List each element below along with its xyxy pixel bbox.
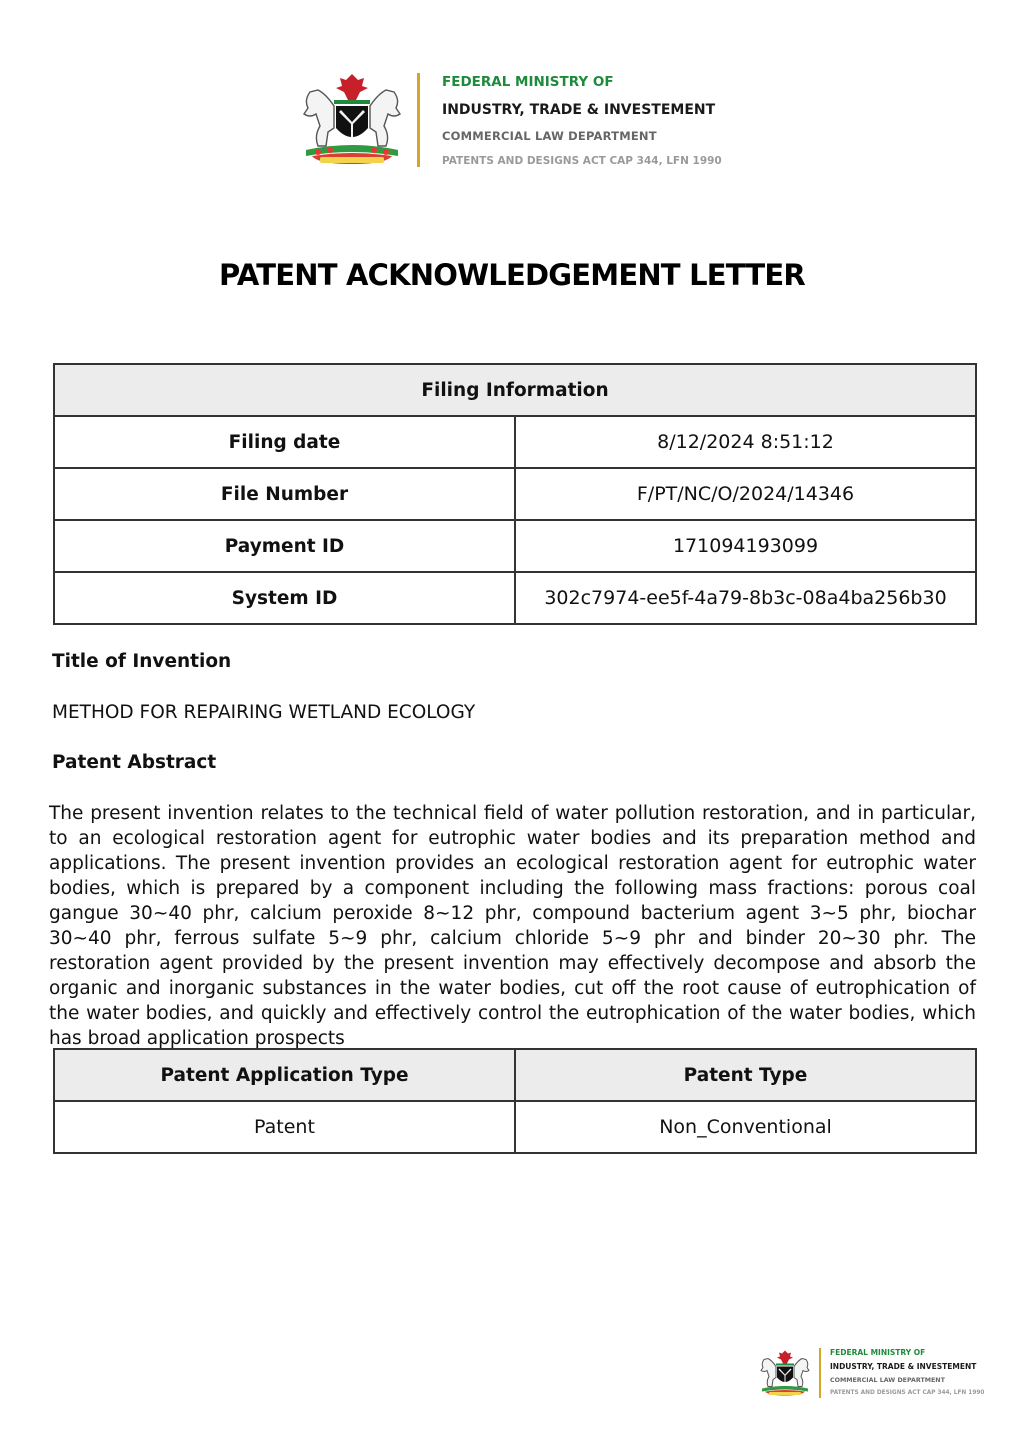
table-row: [54, 1101, 976, 1153]
ministry-name-block: [442, 70, 722, 168]
footer-ministry-line-1: FEDERAL MINISTRY OF: [830, 1348, 926, 1357]
footer-letterhead: [757, 1346, 987, 1402]
patent-type-value: Non_Conventional: [515, 1101, 976, 1153]
letterhead: [296, 70, 756, 170]
patent-abstract-label: Patent Abstract: [52, 752, 217, 773]
payment-id-value: 171094193099: [515, 520, 976, 572]
footer-department-line: COMMERCIAL LAW DEPARTMENT: [830, 1377, 945, 1384]
footer-ministry-line-2: INDUSTRY, TRADE & INVESTEMENT: [830, 1362, 977, 1371]
footer-act-line: PATENTS AND DESIGNS ACT CAP 344, LFN 1990: [830, 1390, 985, 1396]
ministry-line-1: FEDERAL MINISTRY OF: [442, 74, 614, 90]
patent-type-header: Patent Type: [515, 1049, 976, 1101]
filing-date-label: Filing date: [54, 416, 515, 468]
patent-type-table: [53, 1048, 977, 1154]
coat-of-arms-icon: [296, 70, 408, 168]
document-title: PATENT ACKNOWLEDGEMENT LETTER: [219, 258, 805, 292]
patent-application-type-value: Patent: [54, 1101, 515, 1153]
file-number-label: File Number: [54, 468, 515, 520]
act-line: PATENTS AND DESIGNS ACT CAP 344, LFN 1990: [442, 155, 722, 167]
filing-information-heading: Filing Information: [54, 364, 976, 416]
title-of-invention-label: Title of Invention: [52, 651, 232, 672]
filing-information-table: [53, 363, 977, 625]
table-row: [54, 468, 976, 520]
patent-abstract-text: The present invention relates to the technical field of water pollution restoration, and in particular, to an ecological restoration agent for eutrophic water bodies and its preparation method and applications. The present invention provides an ecological restoration agent for eutrophic water bodies, which is prepared by a component including the following mass fractions: porous coal gangue 30~40 phr, calcium peroxide 8~12 phr, compound bacterium agent 3~5 phr, biochar 30~40 phr, ferrous sulfate 5~9 phr, calcium chloride 5~9 phr and binder 20~30 phr. The restoration agent provided by the present invention may effectively decompose and absorb the organic and inorganic substances in the water bodies, cut off the root cause of eutrophication of the water bodies, and quickly and effectively control the eutrophication of the water bodies, which has broad application prospects: [49, 803, 976, 1049]
footer-ministry-block: [830, 1346, 984, 1397]
table-row: [54, 520, 976, 572]
ministry-line-2: INDUSTRY, TRADE & INVESTEMENT: [442, 102, 716, 118]
department-line: COMMERCIAL LAW DEPARTMENT: [442, 129, 657, 143]
filing-date-value: 8/12/2024 8:51:12: [515, 416, 976, 468]
file-number-value: F/PT/NC/O/2024/14346: [515, 468, 976, 520]
footer-divider: [819, 1348, 821, 1398]
header-divider: [417, 73, 420, 167]
patent-application-type-header: Patent Application Type: [54, 1049, 515, 1101]
system-id-label: System ID: [54, 572, 515, 624]
coat-of-arms-icon: [757, 1348, 813, 1398]
payment-id-label: Payment ID: [54, 520, 515, 572]
table-row: [54, 572, 976, 624]
title-of-invention-value: METHOD FOR REPAIRING WETLAND ECOLOGY: [52, 702, 476, 723]
system-id-value: 302c7974-ee5f-4a79-8b3c-08a4ba256b30: [515, 572, 976, 624]
table-row: [54, 416, 976, 468]
